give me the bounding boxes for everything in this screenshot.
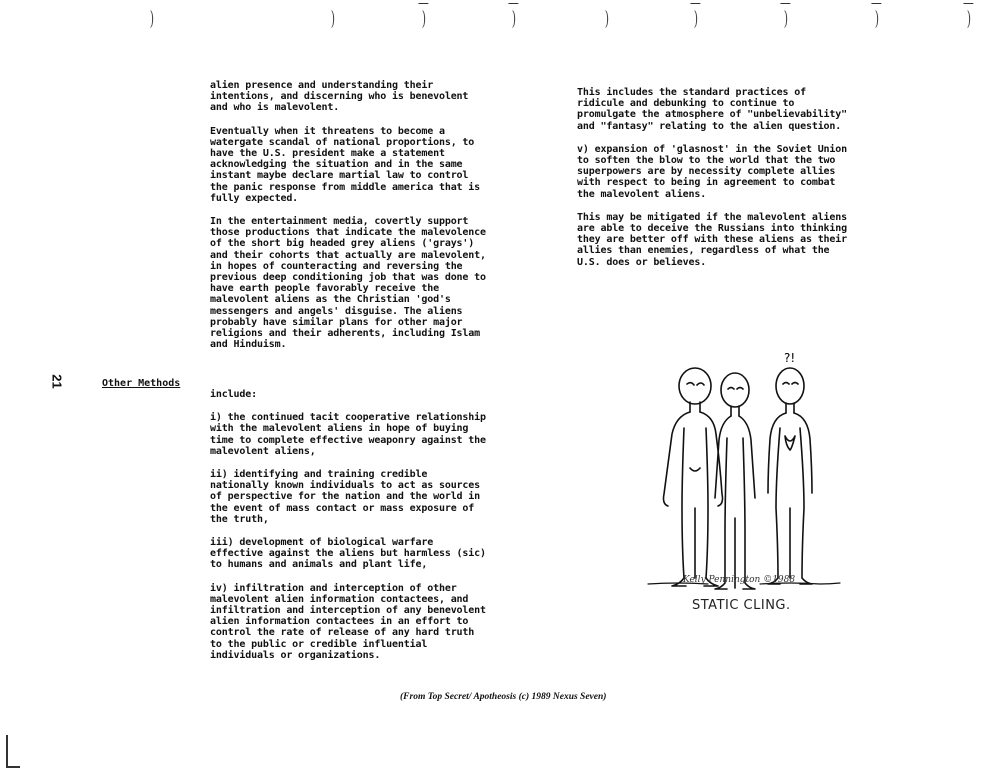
paragraph: This includes the standard practices of ridicule and debunking to continue to promulgate the atmosphere of "unbelievability" and "fantasy" relating to the alien question. <box>577 87 848 132</box>
cartoon-caption: STATIC CLING. <box>692 598 791 613</box>
alien-figure <box>664 368 723 586</box>
hole-mark: ) <box>874 6 880 30</box>
hole-mark: ) <box>966 6 972 30</box>
paragraph: include: <box>210 389 257 400</box>
paragraph: iii) development of biological warfare effective against the aliens but harmless (sic) to humans and animals and plant life, <box>210 537 486 571</box>
paragraph: This may be mitigated if the malevolent aliens are able to deceive the Russians into thinking they are better off with these aliens as their allies than enemies, regardless of what the U.S. does or believes. <box>577 211 848 268</box>
paragraph: alien presence and understanding their intentions, and discerning who is benevolent and who is malevolent. <box>210 80 469 114</box>
binder-hole-marks <box>0 0 1000 40</box>
hole-mark: ) <box>330 6 336 30</box>
right-column <box>577 87 897 280</box>
methods-column <box>210 389 540 673</box>
hole-mark: ) <box>511 6 517 30</box>
paragraph: In the entertainment media, covertly support those productions that indicate the malevolence of the short big headed grey aliens ('grays') and their cohorts that actually are malevolent, in hopes of counteracting and reversing the previous deep conditioning job that was done to have earth people favorably receive the malevolent aliens as the Christian 'god's messengers and angels' disguise. The aliens probably have similar plans for other major religions and their adherents, including Islam and Hinduism. <box>210 216 486 351</box>
paragraph: iv) infiltration and interception of other malevolent alien information contactees, and infiltration and interception of any benevolent alien information contactees in an effort to control the rate of release of any hard truth to the public or credible influential individuals or organizations. <box>210 582 486 661</box>
paragraph: ii) identifying and training credible nationally known individuals to act as sources of perspective for the nation and the world in the event of mass contact or mass exposure of the truth, <box>210 469 481 525</box>
source-citation: (From Top Secret/ Apotheosis (c) 1989 Nexus Seven) <box>400 692 607 702</box>
section-heading: Other Methods <box>102 378 181 389</box>
exclamation-mark: ?! <box>784 351 796 365</box>
page-number: 21 <box>49 374 65 389</box>
paragraph: v) expansion of 'glasnost' in the Soviet Union to soften the blow to the world that the two superpowers are by necessity complete allies with respect to being in agreement to combat the malevolent aliens. <box>577 143 848 200</box>
hole-mark: ) <box>604 6 610 30</box>
left-column <box>210 80 540 362</box>
hole-mark: ) <box>421 6 427 30</box>
hole-mark: ) <box>693 6 699 30</box>
hole-mark: ) <box>149 6 155 30</box>
margin-mark <box>6 735 8 768</box>
alien-figure <box>768 368 812 584</box>
hole-mark: ) <box>783 6 789 30</box>
paragraph: i) the continued tacit cooperative relationship with the malevolent aliens in hope of buying time to complete effective weaponry against the malevolent aliens, <box>210 412 486 457</box>
paragraph: Eventually when it threatens to become a watergate scandal of national proportions, to have the U.S. president make a statement acknowledging the situation and in the same instant maybe declare martial law to control the panic response from middle america that is fully expected. <box>210 125 481 204</box>
artist-signature: Kelly Pennington ©1988 <box>683 575 796 585</box>
